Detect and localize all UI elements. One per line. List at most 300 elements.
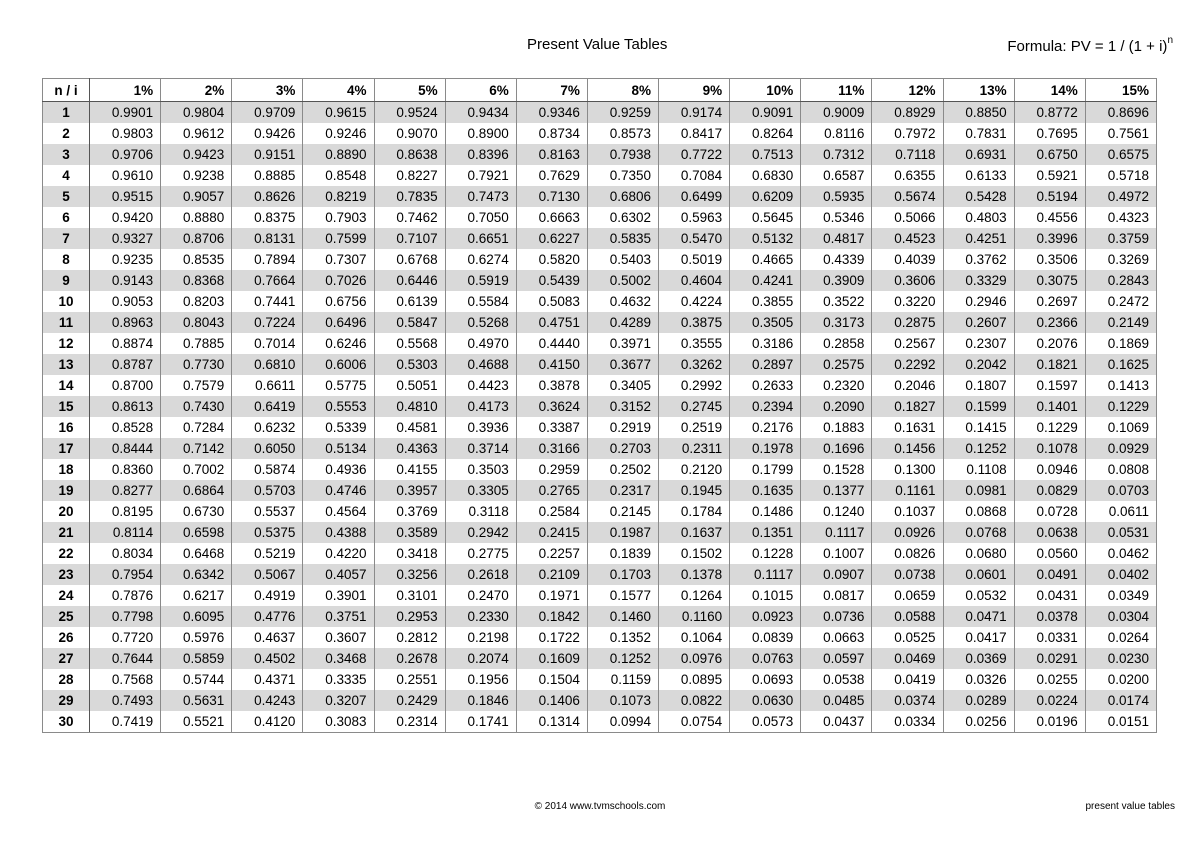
table-row xyxy=(43,312,1157,333)
value-cell: 0.8626 xyxy=(232,186,303,207)
value-cell: 0.7084 xyxy=(659,165,730,186)
value-cell: 0.7441 xyxy=(232,291,303,312)
table-row xyxy=(43,627,1157,648)
value-cell: 0.9612 xyxy=(161,123,232,144)
value-cell: 0.6499 xyxy=(659,186,730,207)
table-row xyxy=(43,606,1157,627)
value-cell: 0.5066 xyxy=(872,207,943,228)
value-cell: 0.7307 xyxy=(303,249,374,270)
value-cell: 0.4502 xyxy=(232,648,303,669)
value-cell: 0.2953 xyxy=(374,606,445,627)
value-cell: 0.2198 xyxy=(445,627,516,648)
period-cell: 21 xyxy=(43,522,90,543)
value-cell: 0.6730 xyxy=(161,501,232,522)
value-cell: 0.2046 xyxy=(872,375,943,396)
value-cell: 0.2697 xyxy=(1014,291,1085,312)
value-cell: 0.0829 xyxy=(1014,480,1085,501)
value-cell: 0.5067 xyxy=(232,564,303,585)
value-cell: 0.5428 xyxy=(943,186,1014,207)
value-cell: 0.0839 xyxy=(730,627,801,648)
value-cell: 0.1971 xyxy=(516,585,587,606)
value-cell: 0.1406 xyxy=(516,690,587,711)
value-cell: 0.5775 xyxy=(303,375,374,396)
period-cell: 29 xyxy=(43,690,90,711)
value-cell: 0.0868 xyxy=(943,501,1014,522)
value-cell: 0.4604 xyxy=(659,270,730,291)
period-cell: 11 xyxy=(43,312,90,333)
value-cell: 0.8874 xyxy=(90,333,161,354)
period-cell: 23 xyxy=(43,564,90,585)
value-cell: 0.2703 xyxy=(587,438,658,459)
table-row xyxy=(43,354,1157,375)
period-cell: 4 xyxy=(43,165,90,186)
value-cell: 0.0926 xyxy=(872,522,943,543)
value-cell: 0.2415 xyxy=(516,522,587,543)
table-row xyxy=(43,522,1157,543)
value-cell: 0.0264 xyxy=(1085,627,1156,648)
value-cell: 0.8900 xyxy=(445,123,516,144)
value-cell: 0.1228 xyxy=(730,543,801,564)
value-cell: 0.3468 xyxy=(303,648,374,669)
period-cell: 12 xyxy=(43,333,90,354)
value-cell: 0.9515 xyxy=(90,186,161,207)
table-row xyxy=(43,333,1157,354)
value-cell: 0.0431 xyxy=(1014,585,1085,606)
value-cell: 0.1073 xyxy=(587,690,658,711)
value-cell: 0.8277 xyxy=(90,480,161,501)
value-cell: 0.7579 xyxy=(161,375,232,396)
value-cell: 0.9009 xyxy=(801,102,872,124)
value-cell: 0.7462 xyxy=(374,207,445,228)
value-cell: 0.2775 xyxy=(445,543,516,564)
value-cell: 0.6227 xyxy=(516,228,587,249)
value-cell: 0.5403 xyxy=(587,249,658,270)
value-cell: 0.5835 xyxy=(587,228,658,249)
value-cell: 0.6768 xyxy=(374,249,445,270)
value-cell: 0.1007 xyxy=(801,543,872,564)
period-cell: 6 xyxy=(43,207,90,228)
table-row xyxy=(43,564,1157,585)
period-cell: 18 xyxy=(43,459,90,480)
value-cell: 0.8227 xyxy=(374,165,445,186)
value-cell: 0.9151 xyxy=(232,144,303,165)
value-cell: 0.5219 xyxy=(232,543,303,564)
value-cell: 0.5859 xyxy=(161,648,232,669)
value-cell: 0.2843 xyxy=(1085,270,1156,291)
value-cell: 0.6217 xyxy=(161,585,232,606)
value-cell: 0.3329 xyxy=(943,270,1014,291)
value-cell: 0.1229 xyxy=(1085,396,1156,417)
value-cell: 0.5820 xyxy=(516,249,587,270)
value-cell: 0.0630 xyxy=(730,690,801,711)
value-cell: 0.8880 xyxy=(161,207,232,228)
value-cell: 0.4632 xyxy=(587,291,658,312)
value-cell: 0.1945 xyxy=(659,480,730,501)
value-cell: 0.5268 xyxy=(445,312,516,333)
value-cell: 0.8203 xyxy=(161,291,232,312)
value-cell: 0.3269 xyxy=(1085,249,1156,270)
value-cell: 0.1159 xyxy=(587,669,658,690)
period-cell: 9 xyxy=(43,270,90,291)
value-cell: 0.6133 xyxy=(943,165,1014,186)
table-row xyxy=(43,207,1157,228)
value-cell: 0.4363 xyxy=(374,438,445,459)
value-cell: 0.2330 xyxy=(445,606,516,627)
table-row xyxy=(43,123,1157,144)
value-cell: 0.7599 xyxy=(303,228,374,249)
value-cell: 0.8219 xyxy=(303,186,374,207)
value-cell: 0.2074 xyxy=(445,648,516,669)
value-cell: 0.1161 xyxy=(872,480,943,501)
value-cell: 0.7224 xyxy=(232,312,303,333)
value-cell: 0.8368 xyxy=(161,270,232,291)
table-row xyxy=(43,417,1157,438)
value-cell: 0.0531 xyxy=(1085,522,1156,543)
value-cell: 0.1703 xyxy=(587,564,658,585)
value-cell: 0.0419 xyxy=(872,669,943,690)
value-cell: 0.0560 xyxy=(1014,543,1085,564)
value-cell: 0.5718 xyxy=(1085,165,1156,186)
value-cell: 0.8131 xyxy=(232,228,303,249)
value-cell: 0.1240 xyxy=(801,501,872,522)
value-cell: 0.5645 xyxy=(730,207,801,228)
value-cell: 0.8444 xyxy=(90,438,161,459)
value-cell: 0.5132 xyxy=(730,228,801,249)
value-cell: 0.7513 xyxy=(730,144,801,165)
value-cell: 0.4241 xyxy=(730,270,801,291)
value-cell: 0.8360 xyxy=(90,459,161,480)
value-cell: 0.5470 xyxy=(659,228,730,249)
value-cell: 0.7835 xyxy=(374,186,445,207)
value-cell: 0.6756 xyxy=(303,291,374,312)
value-cell: 0.9327 xyxy=(90,228,161,249)
value-cell: 0.1378 xyxy=(659,564,730,585)
value-cell: 0.6355 xyxy=(872,165,943,186)
value-cell: 0.7894 xyxy=(232,249,303,270)
value-cell: 0.2942 xyxy=(445,522,516,543)
column-header: 8% xyxy=(587,79,658,102)
value-cell: 0.9057 xyxy=(161,186,232,207)
value-cell: 0.2149 xyxy=(1085,312,1156,333)
value-cell: 0.0538 xyxy=(801,669,872,690)
value-cell: 0.3714 xyxy=(445,438,516,459)
value-cell: 0.7014 xyxy=(232,333,303,354)
value-cell: 0.0728 xyxy=(1014,501,1085,522)
value-cell: 0.2519 xyxy=(659,417,730,438)
value-cell: 0.8573 xyxy=(587,123,658,144)
value-cell: 0.7831 xyxy=(943,123,1014,144)
value-cell: 0.0349 xyxy=(1085,585,1156,606)
value-cell: 0.3387 xyxy=(516,417,587,438)
value-cell: 0.4751 xyxy=(516,312,587,333)
value-cell: 0.3555 xyxy=(659,333,730,354)
value-cell: 0.0326 xyxy=(943,669,1014,690)
value-cell: 0.3186 xyxy=(730,333,801,354)
value-cell: 0.7561 xyxy=(1085,123,1156,144)
value-cell: 0.0981 xyxy=(943,480,1014,501)
value-cell: 0.5439 xyxy=(516,270,587,291)
value-cell: 0.4323 xyxy=(1085,207,1156,228)
value-cell: 0.5584 xyxy=(445,291,516,312)
value-cell: 0.2678 xyxy=(374,648,445,669)
value-cell: 0.1799 xyxy=(730,459,801,480)
table-row xyxy=(43,144,1157,165)
table-row xyxy=(43,438,1157,459)
value-cell: 0.1869 xyxy=(1085,333,1156,354)
value-cell: 0.7664 xyxy=(232,270,303,291)
value-cell: 0.6246 xyxy=(303,333,374,354)
value-cell: 0.5935 xyxy=(801,186,872,207)
value-cell: 0.2567 xyxy=(872,333,943,354)
value-cell: 0.1314 xyxy=(516,711,587,733)
value-cell: 0.4970 xyxy=(445,333,516,354)
value-cell: 0.6750 xyxy=(1014,144,1085,165)
value-cell: 0.3936 xyxy=(445,417,516,438)
value-cell: 0.2176 xyxy=(730,417,801,438)
value-cell: 0.7130 xyxy=(516,186,587,207)
value-cell: 0.0808 xyxy=(1085,459,1156,480)
value-cell: 0.3996 xyxy=(1014,228,1085,249)
value-cell: 0.6446 xyxy=(374,270,445,291)
value-cell: 0.2633 xyxy=(730,375,801,396)
value-cell: 0.9434 xyxy=(445,102,516,124)
column-header: 9% xyxy=(659,79,730,102)
value-cell: 0.0331 xyxy=(1014,627,1085,648)
value-cell: 0.1413 xyxy=(1085,375,1156,396)
column-header: 4% xyxy=(303,79,374,102)
value-cell: 0.3971 xyxy=(587,333,658,354)
value-cell: 0.3503 xyxy=(445,459,516,480)
value-cell: 0.8734 xyxy=(516,123,587,144)
value-cell: 0.4251 xyxy=(943,228,1014,249)
value-cell: 0.2584 xyxy=(516,501,587,522)
value-cell: 0.0378 xyxy=(1014,606,1085,627)
value-cell: 0.5631 xyxy=(161,690,232,711)
value-cell: 0.9346 xyxy=(516,102,587,124)
page-title: Present Value Tables xyxy=(527,36,668,53)
column-header: 13% xyxy=(943,79,1014,102)
value-cell: 0.0525 xyxy=(872,627,943,648)
value-cell: 0.0230 xyxy=(1085,648,1156,669)
value-cell: 0.7430 xyxy=(161,396,232,417)
column-header: 10% xyxy=(730,79,801,102)
period-cell: 14 xyxy=(43,375,90,396)
value-cell: 0.7050 xyxy=(445,207,516,228)
value-cell: 0.7972 xyxy=(872,123,943,144)
footer-page-label: present value tables xyxy=(1085,801,1175,812)
value-cell: 0.2992 xyxy=(659,375,730,396)
value-cell: 0.0907 xyxy=(801,564,872,585)
value-cell: 0.0763 xyxy=(730,648,801,669)
value-cell: 0.0196 xyxy=(1014,711,1085,733)
value-cell: 0.0929 xyxy=(1085,438,1156,459)
value-cell: 0.9423 xyxy=(161,144,232,165)
value-cell: 0.0597 xyxy=(801,648,872,669)
value-cell: 0.0946 xyxy=(1014,459,1085,480)
value-cell: 0.6050 xyxy=(232,438,303,459)
value-cell: 0.5847 xyxy=(374,312,445,333)
value-cell: 0.0703 xyxy=(1085,480,1156,501)
value-cell: 0.8114 xyxy=(90,522,161,543)
column-header: 12% xyxy=(872,79,943,102)
period-cell: 26 xyxy=(43,627,90,648)
value-cell: 0.5339 xyxy=(303,417,374,438)
value-cell: 0.3878 xyxy=(516,375,587,396)
value-cell: 0.7002 xyxy=(161,459,232,480)
value-cell: 0.2292 xyxy=(872,354,943,375)
table-row xyxy=(43,711,1157,733)
value-cell: 0.4746 xyxy=(303,480,374,501)
period-cell: 5 xyxy=(43,186,90,207)
value-cell: 0.1252 xyxy=(943,438,1014,459)
value-cell: 0.7568 xyxy=(90,669,161,690)
value-cell: 0.2366 xyxy=(1014,312,1085,333)
period-cell: 28 xyxy=(43,669,90,690)
value-cell: 0.2311 xyxy=(659,438,730,459)
value-cell: 0.6209 xyxy=(730,186,801,207)
value-cell: 0.1415 xyxy=(943,417,1014,438)
value-cell: 0.3607 xyxy=(303,627,374,648)
period-cell: 1 xyxy=(43,102,90,124)
value-cell: 0.1784 xyxy=(659,501,730,522)
value-cell: 0.0174 xyxy=(1085,690,1156,711)
period-cell: 10 xyxy=(43,291,90,312)
value-cell: 0.4057 xyxy=(303,564,374,585)
value-cell: 0.5921 xyxy=(1014,165,1085,186)
value-cell: 0.2502 xyxy=(587,459,658,480)
value-cell: 0.4665 xyxy=(730,249,801,270)
value-cell: 0.5134 xyxy=(303,438,374,459)
value-cell: 0.1637 xyxy=(659,522,730,543)
value-cell: 0.1599 xyxy=(943,396,1014,417)
value-cell: 0.6095 xyxy=(161,606,232,627)
value-cell: 0.8890 xyxy=(303,144,374,165)
value-cell: 0.7695 xyxy=(1014,123,1085,144)
value-cell: 0.4155 xyxy=(374,459,445,480)
value-cell: 0.0374 xyxy=(872,690,943,711)
value-cell: 0.6575 xyxy=(1085,144,1156,165)
value-cell: 0.4388 xyxy=(303,522,374,543)
value-cell: 0.1722 xyxy=(516,627,587,648)
period-cell: 8 xyxy=(43,249,90,270)
value-cell: 0.0659 xyxy=(872,585,943,606)
value-cell: 0.6232 xyxy=(232,417,303,438)
value-cell: 0.4637 xyxy=(232,627,303,648)
value-cell: 0.8116 xyxy=(801,123,872,144)
value-cell: 0.4556 xyxy=(1014,207,1085,228)
value-cell: 0.8772 xyxy=(1014,102,1085,124)
table-row xyxy=(43,396,1157,417)
value-cell: 0.0437 xyxy=(801,711,872,733)
value-cell: 0.0680 xyxy=(943,543,1014,564)
value-cell: 0.8163 xyxy=(516,144,587,165)
value-cell: 0.0638 xyxy=(1014,522,1085,543)
value-cell: 0.0255 xyxy=(1014,669,1085,690)
value-cell: 0.0573 xyxy=(730,711,801,733)
value-cell: 0.3118 xyxy=(445,501,516,522)
value-cell: 0.9143 xyxy=(90,270,161,291)
value-cell: 0.0663 xyxy=(801,627,872,648)
value-cell: 0.2812 xyxy=(374,627,445,648)
value-cell: 0.2551 xyxy=(374,669,445,690)
period-cell: 16 xyxy=(43,417,90,438)
column-header: 6% xyxy=(445,79,516,102)
value-cell: 0.9709 xyxy=(232,102,303,124)
value-cell: 0.6931 xyxy=(943,144,1014,165)
value-cell: 0.4810 xyxy=(374,396,445,417)
value-cell: 0.3505 xyxy=(730,312,801,333)
value-cell: 0.1625 xyxy=(1085,354,1156,375)
column-header: 7% xyxy=(516,79,587,102)
value-cell: 0.3207 xyxy=(303,690,374,711)
value-cell: 0.0532 xyxy=(943,585,1014,606)
value-cell: 0.7026 xyxy=(303,270,374,291)
value-cell: 0.1486 xyxy=(730,501,801,522)
value-cell: 0.4803 xyxy=(943,207,1014,228)
value-cell: 0.2919 xyxy=(587,417,658,438)
value-cell: 0.0693 xyxy=(730,669,801,690)
value-cell: 0.4564 xyxy=(303,501,374,522)
value-cell: 0.2307 xyxy=(943,333,1014,354)
value-cell: 0.5674 xyxy=(872,186,943,207)
value-cell: 0.6611 xyxy=(232,375,303,396)
value-cell: 0.2394 xyxy=(730,396,801,417)
period-cell: 15 xyxy=(43,396,90,417)
value-cell: 0.9235 xyxy=(90,249,161,270)
value-cell: 0.0923 xyxy=(730,606,801,627)
value-cell: 0.4173 xyxy=(445,396,516,417)
present-value-table xyxy=(42,78,1157,733)
value-cell: 0.3762 xyxy=(943,249,1014,270)
table-body xyxy=(43,102,1157,733)
value-cell: 0.7629 xyxy=(516,165,587,186)
value-cell: 0.1037 xyxy=(872,501,943,522)
table-row xyxy=(43,459,1157,480)
value-cell: 0.7720 xyxy=(90,627,161,648)
value-cell: 0.4581 xyxy=(374,417,445,438)
value-cell: 0.2897 xyxy=(730,354,801,375)
value-cell: 0.6006 xyxy=(303,354,374,375)
period-cell: 2 xyxy=(43,123,90,144)
table-row xyxy=(43,186,1157,207)
value-cell: 0.5976 xyxy=(161,627,232,648)
value-cell: 0.5346 xyxy=(801,207,872,228)
value-cell: 0.3506 xyxy=(1014,249,1085,270)
value-cell: 0.7730 xyxy=(161,354,232,375)
value-cell: 0.1696 xyxy=(801,438,872,459)
value-cell: 0.3166 xyxy=(516,438,587,459)
value-cell: 0.4423 xyxy=(445,375,516,396)
value-cell: 0.1377 xyxy=(801,480,872,501)
value-cell: 0.2109 xyxy=(516,564,587,585)
period-cell: 13 xyxy=(43,354,90,375)
value-cell: 0.0334 xyxy=(872,711,943,733)
value-cell: 0.1846 xyxy=(445,690,516,711)
value-cell: 0.2946 xyxy=(943,291,1014,312)
value-cell: 0.1577 xyxy=(587,585,658,606)
value-cell: 0.0895 xyxy=(659,669,730,690)
value-cell: 0.1635 xyxy=(730,480,801,501)
value-cell: 0.8417 xyxy=(659,123,730,144)
table-row xyxy=(43,249,1157,270)
value-cell: 0.4371 xyxy=(232,669,303,690)
value-cell: 0.0417 xyxy=(943,627,1014,648)
value-cell: 0.1252 xyxy=(587,648,658,669)
value-cell: 0.3759 xyxy=(1085,228,1156,249)
value-cell: 0.3075 xyxy=(1014,270,1085,291)
value-cell: 0.0151 xyxy=(1085,711,1156,733)
value-cell: 0.3262 xyxy=(659,354,730,375)
